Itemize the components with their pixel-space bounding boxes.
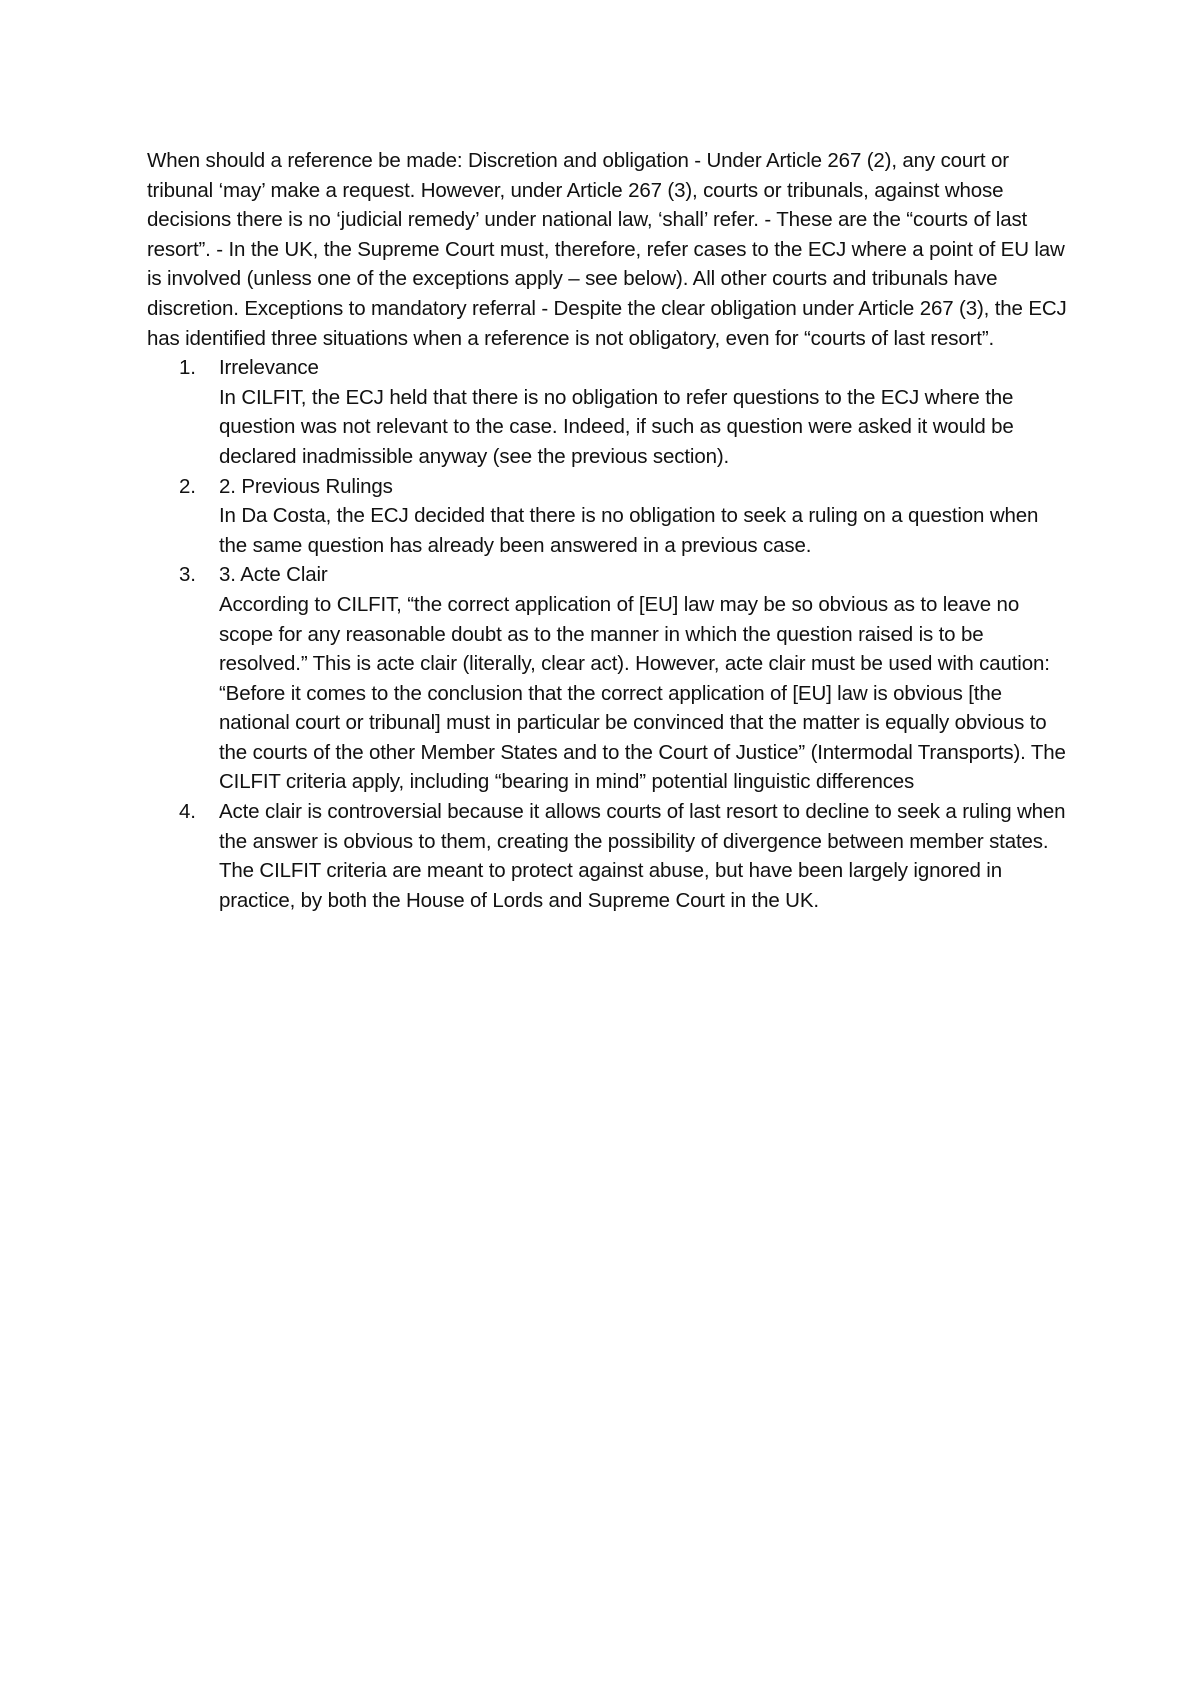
list-item <box>147 797 1069 915</box>
list-item-body: Acte clair is controversial because it allows courts of last resort to decline to seek a ruling when the answer is obvious to them, creating the possibility of divergence between member states. The CILFIT criteria are meant to protect against abuse, but have been largely ignored in practice, by both the House of Lords and Supreme Court in the UK. <box>219 800 1066 912</box>
list-item-title: 3. Acte Clair <box>219 563 328 587</box>
list-item <box>147 472 1069 561</box>
exceptions-list <box>147 353 1069 915</box>
list-number: 4. <box>179 800 196 824</box>
list-item <box>147 560 1069 797</box>
document-body <box>147 146 1069 915</box>
list-number: 2. <box>179 474 196 498</box>
intro-paragraph: When should a reference be made: Discretion and obligation - Under Article 267 (2), any court or tribunal ‘may’ make a request. However, under Article 267 (3), courts or tribunals, against whose decisions there is no ‘judicial remedy’ under national law, ‘shall’ refer. - These are the “courts of last resort”. - In the UK, the Supreme Court must, therefore, refer cases to the ECJ where a point of EU law is involved (unless one of the exceptions apply – see below). All other courts and tribunals have discretion. Exceptions to mandatory referral - Despite the clear obligation under Article 267 (3), the ECJ has identified three situations when a reference is not obligatory, even for “courts of last resort”. <box>147 149 1067 350</box>
list-item-body: In Da Costa, the ECJ decided that there is no obligation to seek a ruling on a question when the same question has already been answered in a previous case. <box>219 504 1039 557</box>
list-number: 3. <box>179 563 196 587</box>
list-number: 1. <box>179 356 196 380</box>
list-item-title: 2. Previous Rulings <box>219 474 393 498</box>
list-item <box>147 353 1069 471</box>
list-item-body: In CILFIT, the ECJ held that there is no obligation to refer questions to the ECJ where the question was not relevant to the case. Indeed, if such as question were asked it would be declared inadmissible anyway (see the previous section). <box>219 385 1014 468</box>
list-item-title: Irrelevance <box>219 356 319 380</box>
list-item-body: According to CILFIT, “the correct application of [EU] law may be so obvious as to leave no scope for any reasonable doubt as to the manner in which the question raised is to be resolved.” This is acte clair (literally, clear act). However, acte clair must be used with caution: “Before it comes to the conclusion that the correct application of [EU] law is obvious [the national court or tribunal] must in particular be convinced that the matter is equally obvious to the courts of the other Member States and to the Court of Justice” (Intermodal Transports). The CILFIT criteria apply, including “bearing in mind” potential linguistic differences <box>219 592 1066 794</box>
